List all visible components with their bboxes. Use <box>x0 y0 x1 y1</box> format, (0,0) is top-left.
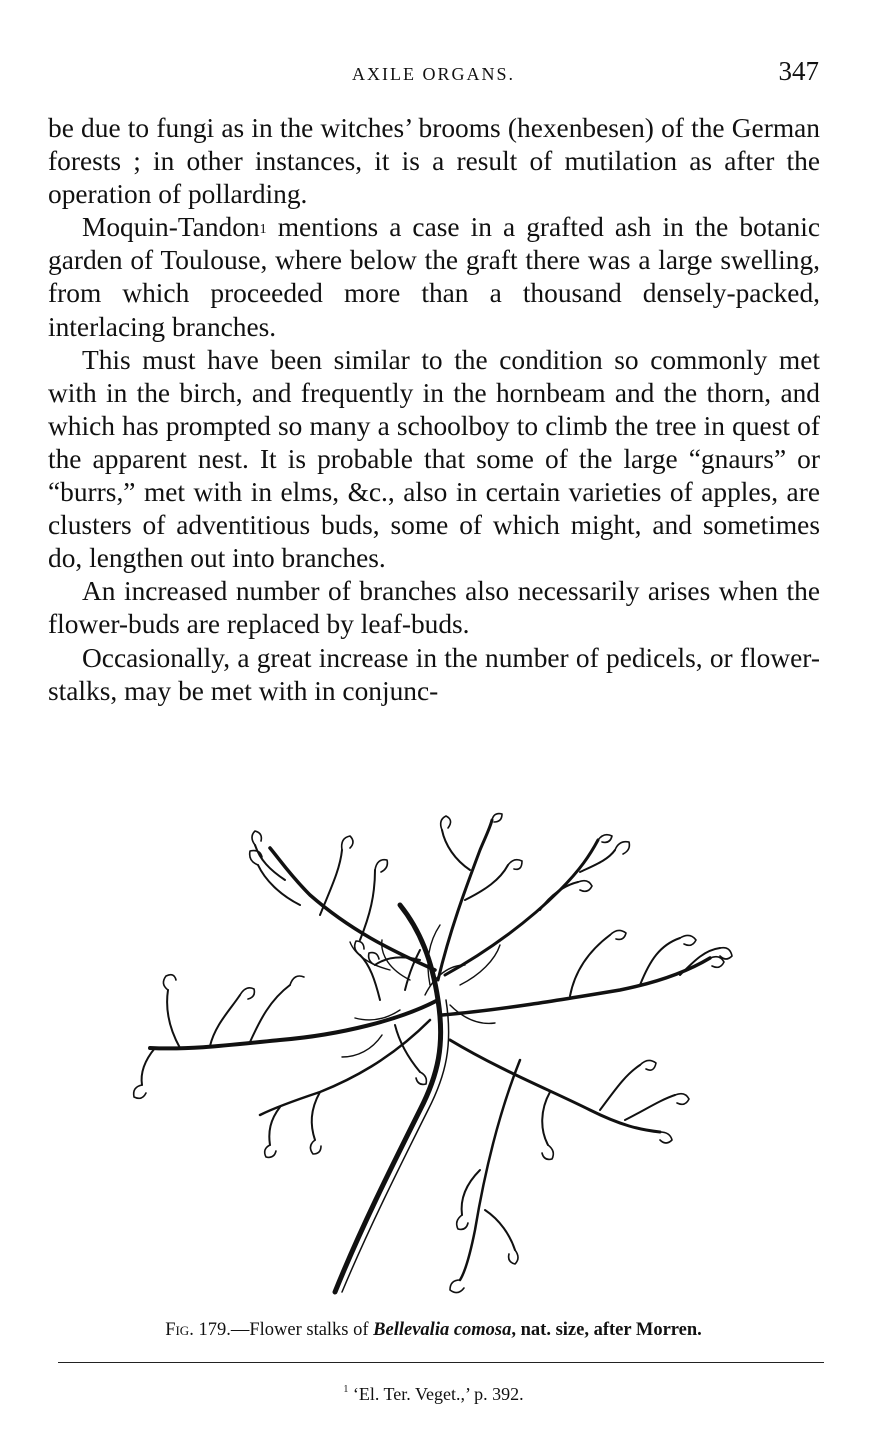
stalk-center-left <box>260 1020 430 1115</box>
page-number: 347 <box>778 56 819 86</box>
paragraph-2-text: mentions a case in a grafted ash in the botanic garden of Toulouse, where below the graft there was a large swelling, from which proceeded more than a thousand densely-packed, interlacing branches. <box>48 212 820 342</box>
flower-stalks-illustration <box>120 810 740 1300</box>
stalk-right <box>442 958 710 1015</box>
footnote-marker: 1 <box>343 1384 349 1395</box>
paragraph-5: Occasionally, a great increase in the number of pedicels, or flower-stalks, may be met with in conjunc- <box>48 642 820 706</box>
species-name: Bellevalia comosa <box>373 1320 512 1340</box>
running-title: AXILE ORGANS. <box>352 64 515 84</box>
figure-label: Fig. 179. <box>165 1320 231 1340</box>
paragraph-2 <box>48 211 820 343</box>
caption-text-a: —Flower stalks of <box>230 1320 374 1340</box>
paragraph-4: An increased number of branches also necessarily arises when the flower-buds are replaced by leaf-buds. <box>48 576 820 640</box>
footnote-rule <box>58 1362 824 1363</box>
paragraph-1: be due to fungi as in the witches’ brooms (hexenbesen) of the German forests ; in other instances, it is a result of mutilation as after the operation of pollarding. <box>48 113 820 210</box>
caption-text-b: , nat. size, after Morren. <box>511 1320 702 1340</box>
author-name: Moquin-Tandon <box>82 212 260 243</box>
stalk-down-right <box>460 1060 520 1280</box>
footnote-text: ‘El. Ter. Veget.,’ p. 392. <box>352 1384 524 1404</box>
paragraph-3: This must have been similar to the condition so commonly met with in the birch, and frequently in the hornbeam and the thorn, and which has prompted so many a schoolboy to climb the tree in quest of the apparent nest. It is probable that some of the large “gnaurs” or “burrs,” met with in elms, &c., also in certain varieties of apples, are clusters of adventitious buds, some of which might, and sometimes do, lengthen out into branches. <box>48 344 820 574</box>
footnote-reference: 1 <box>259 222 267 238</box>
body-text <box>48 112 820 708</box>
stalk-upper-left <box>270 848 435 970</box>
page-header <box>48 56 819 96</box>
figure-flower-stalks <box>120 810 740 1300</box>
footnote <box>48 1384 819 1405</box>
figure-caption <box>48 1320 819 1341</box>
main-stalk-outline <box>342 1000 449 1292</box>
